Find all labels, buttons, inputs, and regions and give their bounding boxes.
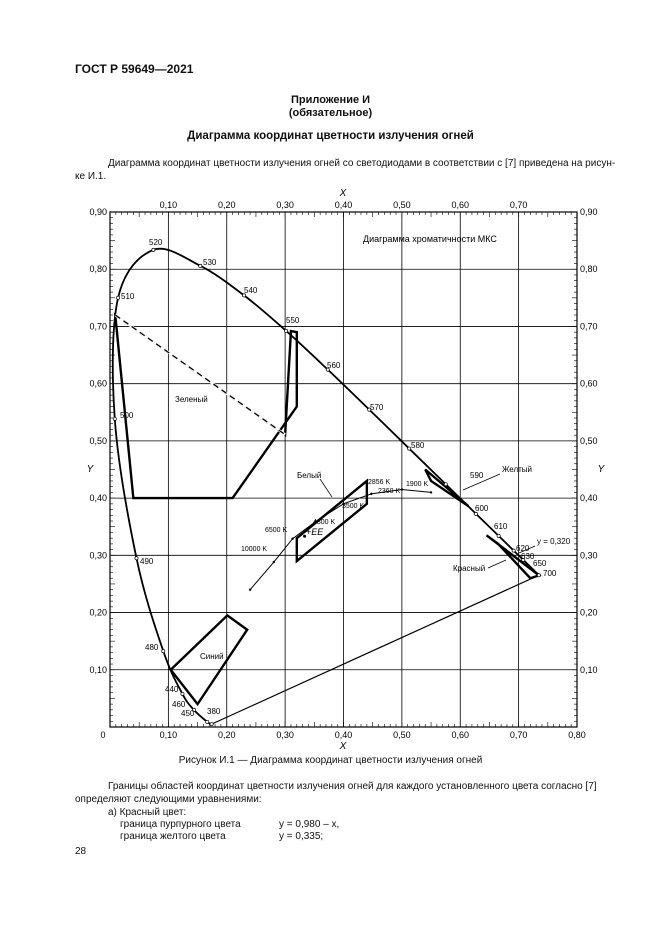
x-tick-label-top: 0,20 — [217, 200, 236, 210]
wl-560: 560 — [327, 361, 341, 370]
purple-line — [212, 575, 539, 724]
wl-700: 700 — [543, 569, 557, 578]
wavelength-marker — [135, 557, 138, 560]
wavelength-marker — [206, 720, 209, 723]
y-line-label: y = 0,320 — [537, 537, 571, 546]
label-red: Красный — [453, 564, 486, 573]
y-right-label: Y — [597, 464, 605, 475]
temperature-marker — [291, 537, 293, 539]
diagram-title: Диаграмма хроматичности МКС — [363, 234, 497, 244]
wavelength-marker — [537, 574, 540, 577]
temp-4800: 4800 K — [313, 519, 336, 526]
yellow-boundary-label: граница желтого цвета — [120, 831, 226, 842]
y-tick-label-right: 0,90 — [580, 207, 598, 217]
document-header: ГОСТ Р 59649—2021 — [75, 62, 194, 76]
x-tick-label-top: 0,60 — [451, 200, 470, 210]
y-tick-label-left: 0,50 — [89, 435, 107, 446]
annex-title: Приложение И — [290, 94, 371, 106]
wl-510: 510 — [121, 292, 135, 301]
wl-550: 550 — [286, 316, 300, 325]
y-tick-label-left: 0,90 — [89, 207, 107, 217]
temp-2360: 2360 K — [378, 488, 401, 495]
text-after-line-2: определяют следующими уравнениями: — [75, 794, 262, 805]
y-tick-label-left: 0,20 — [89, 607, 107, 618]
x-tick-label-bottom: 0,70 — [509, 730, 528, 740]
y-tick-label-right: 0,70 — [580, 321, 598, 332]
wavelength-marker — [512, 549, 515, 552]
x-tick-label-bottom: 0,60 — [451, 730, 470, 740]
x-tick-label-bottom: 0,50 — [393, 730, 411, 740]
wavelength-marker — [117, 296, 120, 299]
yellow-boundary-eq: y = 0,335; — [279, 831, 324, 842]
label-green: Зеленый — [175, 395, 208, 404]
wl-590: 590 — [470, 471, 484, 480]
temp-1900: 1900 K — [406, 481, 429, 488]
x-bottom-label: X — [339, 741, 347, 752]
region-Зеленый — [115, 315, 297, 498]
intro-line-2: ке И.1. — [75, 171, 107, 182]
y-tick-label-right: 0,40 — [580, 493, 598, 504]
label-blue: Синий — [200, 652, 224, 661]
planckian-locus — [250, 490, 431, 590]
text-after-line-1: Границы областей координат цветности излучения огней для каждого установленного цвета согласно [7] — [108, 781, 597, 792]
curves-layer — [113, 249, 539, 724]
x-tick-label-top: 0,30 — [276, 200, 294, 210]
wl-610: 610 — [494, 522, 508, 531]
temperature-marker — [401, 488, 403, 490]
temp-6500: 6500 K — [265, 527, 288, 534]
origin-label: 0 — [100, 730, 106, 740]
wl-460: 460 — [172, 700, 186, 709]
wavelength-marker — [210, 723, 213, 726]
wl-490: 490 — [140, 557, 154, 566]
ee-label: +EE — [306, 527, 324, 537]
x-tick-label-bottom: 0,30 — [276, 730, 294, 740]
x-tick-label-bottom: 0,40 — [334, 730, 353, 740]
wl-570: 570 — [370, 403, 384, 412]
section-title: Диаграмма координат цветности излучения огней — [187, 130, 474, 142]
y-tick-label-left: 0,10 — [89, 664, 107, 675]
wl-650: 650 — [533, 559, 547, 568]
spectral-locus — [113, 249, 539, 724]
x-top-label: X — [339, 188, 347, 199]
x-tick-label-top: 0,50 — [393, 200, 411, 210]
y-tick-label-right: 0,20 — [580, 607, 598, 618]
figure-caption: Рисунок И.1 — Диаграмма координат цветности излучения огней — [178, 755, 483, 766]
wl-500: 500 — [120, 411, 134, 420]
temp-2856: 2856 K — [368, 479, 391, 486]
leader-lines — [320, 474, 535, 568]
temperature-marker — [249, 588, 251, 590]
y-tick-label-left: 0,60 — [89, 378, 107, 389]
wl-520: 520 — [149, 238, 163, 247]
region-Желтый — [425, 470, 468, 507]
x-tick-label-bottom: 0,80 — [568, 730, 586, 740]
temperature-marker — [430, 491, 432, 493]
y-tick-label-right: 0,50 — [580, 435, 598, 446]
intro-line-1: Диаграмма координат цветности излучения огней со светодиодами в соответствии с [7] приведена на рисун- — [108, 158, 616, 169]
x-tick-label-top: 0,70 — [509, 200, 528, 210]
wl-580: 580 — [411, 441, 425, 450]
page-number: 28 — [75, 846, 87, 857]
y-tick-label-left: 0,40 — [89, 493, 107, 504]
purple-boundary-eq: y = 0,980 – x, — [279, 819, 340, 830]
temperature-marker — [273, 561, 275, 563]
temperature-marker — [370, 493, 372, 495]
x-tick-label-bottom: 0,20 — [217, 730, 236, 740]
x-tick-label-top: 0,10 — [159, 200, 178, 210]
chromaticity-chart — [0, 180, 661, 760]
wavelength-marker — [152, 248, 155, 251]
label-white: Белый — [297, 471, 322, 480]
wl-620: 620 — [516, 544, 530, 553]
y-tick-label-right: 0,80 — [580, 264, 598, 275]
temp-10000: 10000 K — [241, 546, 268, 553]
wl-440: 440 — [165, 685, 179, 694]
wavelength-marker — [181, 692, 184, 695]
wavelength-marker — [199, 264, 202, 267]
wl-480: 480 — [145, 643, 159, 652]
wl-630: 630 — [521, 552, 535, 561]
y-tick-label-right: 0,10 — [580, 664, 598, 675]
wavelength-marker — [444, 483, 447, 486]
y-tick-label-right: 0,60 — [580, 378, 598, 389]
label-yellow: Желтый — [502, 465, 533, 474]
y-left-label: Y — [86, 464, 94, 475]
x-tick-label-top: 0,40 — [334, 200, 353, 210]
y-tick-label-right: 0,30 — [580, 550, 598, 561]
wavelength-marker — [284, 329, 287, 332]
wavelength-marker — [162, 649, 165, 652]
purple-boundary-label: граница пурпурного цвета — [120, 819, 241, 830]
x-tick-label-bottom: 0,10 — [159, 730, 178, 740]
annex-note: (обязательное) — [288, 107, 373, 119]
wl-540: 540 — [244, 286, 258, 295]
y-tick-label-left: 0,70 — [89, 321, 107, 332]
wl-380: 380 — [207, 707, 221, 716]
temp-3500: 3500 K — [342, 503, 365, 510]
wl-530: 530 — [203, 258, 217, 267]
wl-450: 450 — [181, 709, 195, 718]
wl-600: 600 — [475, 504, 489, 513]
markers-layer — [113, 248, 540, 725]
item-a: а) Красный цвет: — [108, 807, 187, 818]
wavelength-marker — [113, 417, 116, 420]
wavelength-marker — [497, 534, 500, 537]
y-tick-label-left: 0,80 — [89, 264, 107, 275]
y-tick-label-left: 0,30 — [89, 550, 107, 561]
